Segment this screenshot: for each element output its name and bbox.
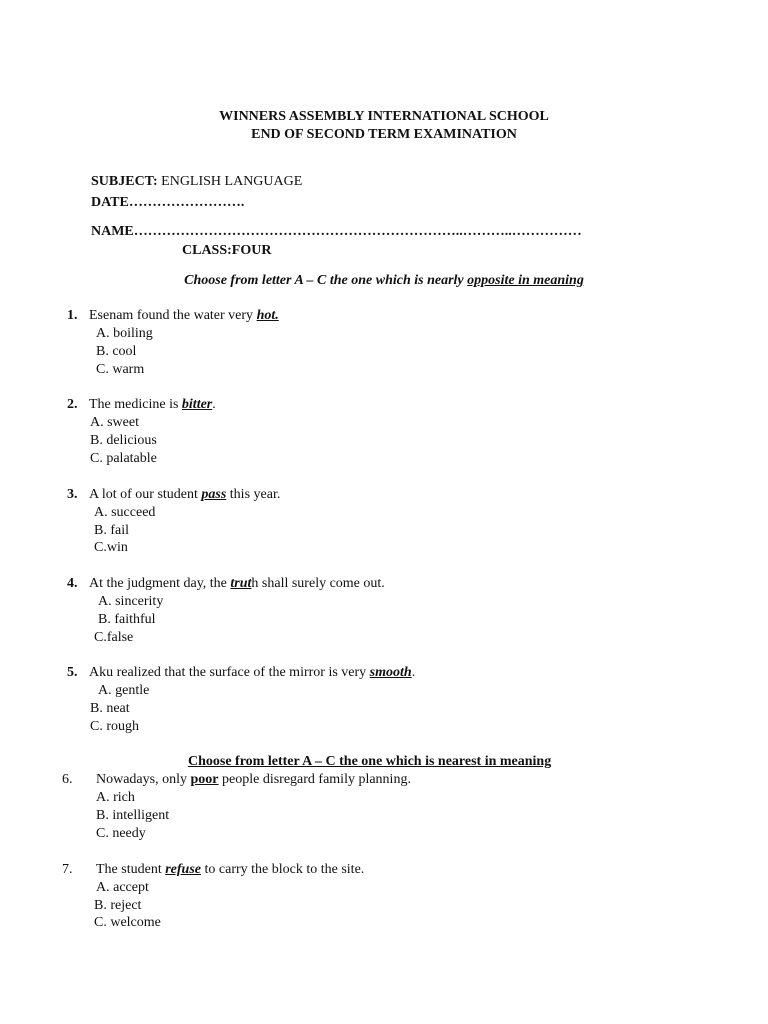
question-text: A lot of our student	[89, 487, 202, 502]
key-word: trut	[230, 576, 252, 591]
question-text-end: this year.	[226, 487, 281, 502]
section1-instruction-text: Choose from letter A – C the one which is nearly	[184, 273, 468, 288]
question-number: 6.	[62, 772, 73, 787]
exam-title: END OF SECOND TERM EXAMINATION	[251, 127, 517, 142]
question-5	[67, 664, 415, 682]
question-text-end: people disregard family planning.	[218, 772, 411, 787]
question-7	[62, 861, 364, 879]
question-number: 3.	[67, 487, 78, 502]
q2-option-b: B. delicious	[90, 433, 157, 448]
class-line: CLASS:FOUR	[182, 243, 272, 258]
key-word: hot.	[256, 308, 279, 323]
key-word: poor	[190, 772, 219, 787]
subject-line	[91, 173, 302, 191]
q7-option-c: C. welcome	[94, 915, 161, 930]
question-text-end: h shall surely come out.	[251, 576, 385, 591]
name-line: NAME……………………………………………………………..………..……………	[91, 224, 582, 239]
q4-option-c: C.false	[94, 630, 134, 645]
section1-instruction	[0, 272, 768, 290]
question-1	[67, 307, 279, 325]
q1-option-a: A. boiling	[96, 326, 153, 341]
question-text: The medicine is	[89, 397, 182, 412]
q4-option-b: B. faithful	[98, 612, 156, 627]
q1-option-c: C. warm	[96, 362, 145, 377]
q2-option-c: C. palatable	[90, 451, 157, 466]
school-name: WINNERS ASSEMBLY INTERNATIONAL SCHOOL	[219, 109, 549, 124]
q7-option-a: A. accept	[96, 880, 149, 895]
q5-option-a: A. gentle	[98, 683, 150, 698]
q3-option-b: B. fail	[94, 523, 129, 538]
question-4	[67, 575, 385, 593]
q2-option-a: A. sweet	[90, 415, 139, 430]
q5-option-c: C. rough	[90, 719, 139, 734]
key-word: smooth	[369, 665, 412, 680]
section2-instruction: Choose from letter A – C the one which is nearest in meaning	[188, 754, 552, 769]
section1-instruction-underlined: opposite in meaning	[467, 273, 584, 288]
q6-option-a: A. rich	[96, 790, 135, 805]
question-number: 5.	[67, 665, 78, 680]
subject-label: SUBJECT:	[91, 174, 158, 189]
question-3	[67, 486, 280, 504]
question-text: At the judgment day, the	[89, 576, 231, 591]
q5-option-b: B. neat	[90, 701, 130, 716]
key-word: pass	[201, 487, 227, 502]
question-text: Aku realized that the surface of the mirror is very	[89, 665, 370, 680]
q3-option-c: C.win	[94, 540, 128, 555]
key-word: refuse	[165, 862, 201, 877]
question-text-end: to carry the block to the site.	[201, 862, 365, 877]
question-text: The student	[96, 862, 166, 877]
subject-value: ENGLISH LANGUAGE	[157, 174, 303, 189]
question-text-end: .	[411, 665, 416, 680]
question-number: 4.	[67, 576, 78, 591]
q4-option-a: A. sincerity	[98, 594, 164, 609]
question-number: 1.	[67, 308, 78, 323]
question-text-end: .	[212, 397, 216, 412]
key-word: bitter	[181, 397, 213, 412]
question-text: Nowadays, only	[96, 772, 191, 787]
q1-option-b: B. cool	[96, 344, 137, 359]
question-6	[62, 771, 411, 789]
question-number: 2.	[67, 397, 78, 412]
q6-option-c: C. needy	[96, 826, 146, 841]
q6-option-b: B. intelligent	[96, 808, 170, 823]
question-text: Esenam found the water very	[89, 308, 257, 323]
date-line: DATE…………………….	[91, 195, 245, 210]
q7-option-b: B. reject	[94, 898, 142, 913]
question-2	[67, 396, 216, 414]
q3-option-a: A. succeed	[94, 505, 156, 520]
question-number: 7.	[62, 862, 73, 877]
